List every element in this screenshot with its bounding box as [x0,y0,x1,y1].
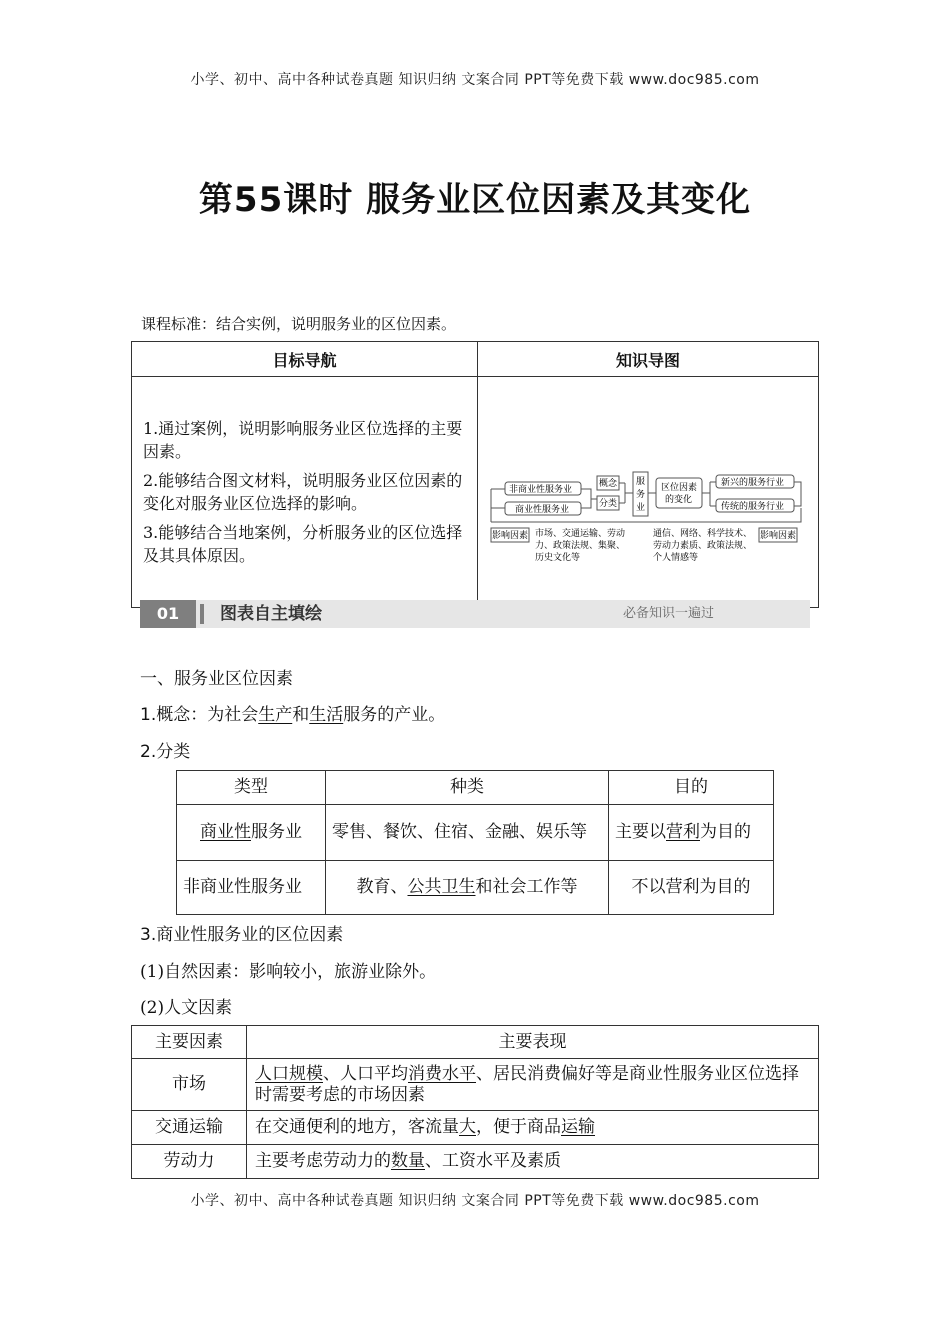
mm-right-line: 劳动力素质、政策法规、 [653,541,753,551]
mm-service-char: 务 [636,490,646,500]
human-factors: (2)人文因素 [140,998,233,1018]
page-header: 小学、初中、高中各种试卷真题 知识归纳 文案合同 PPT等免费下载 www.doc985.com [190,72,760,88]
blank-answer: 大 [459,1117,476,1137]
mm-noncommercial: 非商业性服务业 [509,485,573,495]
page-title: 第55课时 服务业区位因素及其变化 [198,180,752,220]
section-divider [200,604,204,624]
mm-traditional: 传统的服务行业 [721,502,785,512]
page-footer: 小学、初中、高中各种试卷真题 知识归纳 文案合同 PPT等免费下载 www.doc985.com [190,1193,760,1209]
concept-line: 1.概念：为社会生产和生活服务的产业。 [140,705,446,725]
blank-answer: 生活 [309,705,344,725]
classify-heading: 2.分类 [140,742,191,762]
mindmap-header: 知识导图 [478,342,819,377]
table-row: 劳动力 主要考虑劳动力的数量、工资水平及素质 [132,1145,819,1179]
blank-answer: 生产 [258,705,293,725]
mm-emerging: 新兴的服务行业 [721,478,785,488]
mm-left-line: 历史文化等 [535,553,581,563]
objectives-table [131,341,819,608]
factors-table [131,1025,819,1179]
mm-change-line: 的变化 [665,495,693,505]
section-bar-title: 图表自主填绘 [220,604,322,624]
goals-cell [132,377,478,608]
blank-answer: 营利 [666,822,700,842]
col-header: 目的 [609,771,774,805]
goal-item: 2.能够结合图文材料，说明服务业区位因素的变化对服务业区位选择的影响。 [143,471,463,513]
section-heading: 一、服务业区位因素 [140,669,293,689]
blank-answer: 数量 [391,1151,425,1171]
col-header: 主要因素 [132,1026,247,1059]
course-standard: 课程标准：结合实例，说明服务业的区位因素。 [141,315,457,333]
heading-3: 3.商业性服务业的区位因素 [140,925,344,945]
col-header: 种类 [326,771,609,805]
mindmap-cell [478,377,819,608]
knowledge-mindmap [479,378,817,602]
col-header: 主要表现 [247,1026,819,1059]
mm-factors-right: 影响因素 [760,531,797,541]
mm-left-line: 力、政策法规、集聚、 [535,541,626,551]
goals-header: 目标导航 [132,342,478,377]
goal-item: 3.能够结合当地案例，分析服务业的区位选择及其具体原因。 [143,523,463,565]
mm-classify: 分类 [599,499,618,509]
classification-table [176,770,774,915]
section-number: 01 [140,600,196,628]
table-row: 非商业性服务业 教育、公共卫生和社会工作等 不以营利为目的 [177,861,774,915]
table-row: 交通运输 在交通便利的地方，客流量大，便于商品运输 [132,1111,819,1145]
mm-left-line: 市场、交通运输、劳动 [535,529,626,539]
col-header: 类型 [177,771,326,805]
mm-factors-left: 影响因素 [492,531,529,541]
blank-answer: 人口规模 [255,1063,323,1084]
blank-answer: 消费水平 [408,1063,476,1084]
natural-factors: (1)自然因素：影响较小，旅游业除外。 [140,962,437,982]
blank-answer: 公共卫生 [407,877,476,897]
table-row: 市场 人口规模、人口平均消费水平、居民消费偏好等是商业性服务业区位选择时需要考虑的市场因素 [132,1059,819,1111]
blank-answer: 商业性 [200,822,251,842]
mm-right-line: 通信、网络、科学技术、 [653,529,753,539]
mm-service-char: 服 [636,477,646,487]
section-bar-subtitle: 必备知识一遍过 [622,606,714,621]
blank-answer: 运输 [561,1117,595,1137]
mm-change-line: 区位因素 [661,483,698,493]
mm-commercial: 商业性服务业 [515,505,570,515]
mm-right-line: 个人情感等 [653,553,699,563]
table-row: 商业性服务业 零售、餐饮、住宿、金融、娱乐等 主要以营利为目的 [177,805,774,861]
section-bar [140,600,810,628]
mm-concept: 概念 [599,479,618,489]
mm-service-char: 业 [636,503,646,513]
goal-item: 1.通过案例，说明影响服务业区位选择的主要因素。 [143,419,463,461]
